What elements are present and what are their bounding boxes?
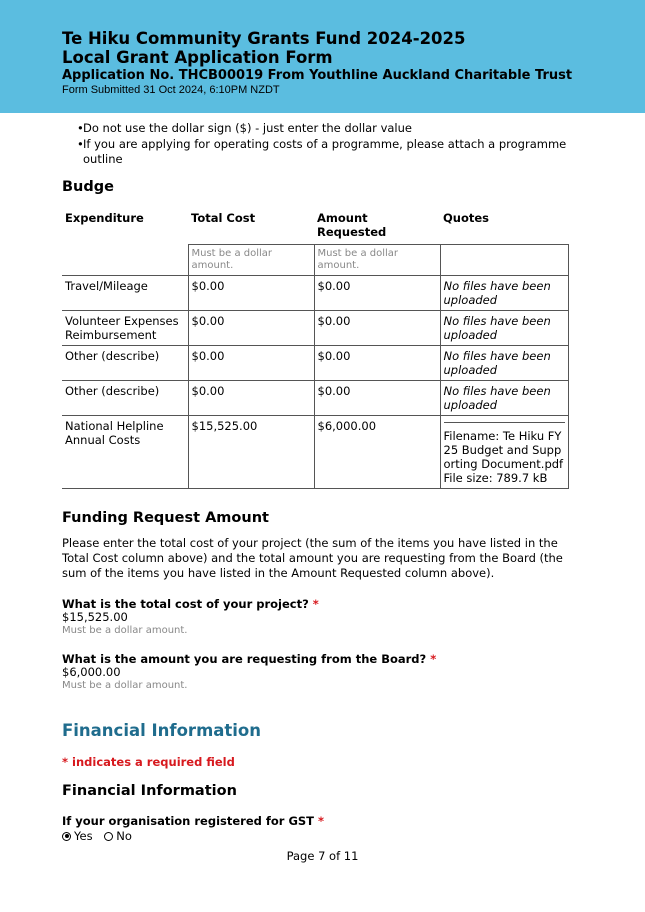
form-title: Local Grant Application Form xyxy=(62,48,333,67)
amount-requested-cell: $6,000.00 xyxy=(314,416,440,489)
table-row xyxy=(62,346,568,381)
page-header xyxy=(0,0,645,113)
quotes-cell: No files have been uploaded xyxy=(440,346,568,381)
table-row xyxy=(62,416,568,489)
total-cost-cell: $0.00 xyxy=(188,276,314,311)
submitted-date: Form Submitted 31 Oct 2024, 6:10PM NZDT xyxy=(62,84,280,96)
field-hint: Must be a dollar amount. xyxy=(62,680,188,691)
column-header: Quotes xyxy=(443,211,490,225)
financial-subtitle: Financial Information xyxy=(62,783,237,799)
field-hint: Must be a dollar amount. xyxy=(191,248,273,271)
amount-requested-cell: $0.00 xyxy=(314,311,440,346)
funding-heading: Funding Request Amount xyxy=(62,510,269,526)
column-header: Expenditure xyxy=(65,211,144,225)
amount-requested-cell: $0.00 xyxy=(314,381,440,416)
file-size: File size: 789.7 kB xyxy=(443,471,548,485)
quotes-cell xyxy=(440,416,568,489)
total-cost-question: What is the total cost of your project? * xyxy=(62,597,319,611)
attached-file[interactable] xyxy=(444,422,565,485)
required-marker: * xyxy=(312,597,319,611)
expenditure-cell: National Helpline Annual Costs xyxy=(62,416,188,489)
field-hint: Must be a dollar amount. xyxy=(62,625,188,636)
page-number: Page 7 of 11 xyxy=(286,849,359,863)
total-cost-cell: $0.00 xyxy=(188,346,314,381)
expenditure-cell: Volunteer Expenses Reimbursement xyxy=(62,311,188,346)
amount-requested-cell: $0.00 xyxy=(314,276,440,311)
gst-option-no[interactable]: No xyxy=(104,829,132,843)
amount-requested-answer: $6,000.00 xyxy=(62,665,121,679)
total-cost-cell: $0.00 xyxy=(188,381,314,416)
funding-description: Please enter the total cost of your project (the sum of the items you have listed in the Total Cost column above) and the total amount you are requesting from the Board (the sum of the items you have listed in the Amount Requested column above). xyxy=(62,536,563,580)
file-name: Filename: Te Hiku FY 25 Budget and Supporting Document.pdf xyxy=(443,429,564,471)
radio-empty-icon xyxy=(104,832,113,841)
quotes-cell: No files have been uploaded xyxy=(440,276,568,311)
table-row xyxy=(62,311,568,346)
quotes-cell: No files have been uploaded xyxy=(440,311,568,346)
amount-requested-cell: $0.00 xyxy=(314,346,440,381)
radio-selected-icon xyxy=(62,832,71,841)
form-content xyxy=(62,121,572,844)
required-marker: * xyxy=(430,652,437,666)
fund-title: Te Hiku Community Grants Fund 2024-2025 xyxy=(62,29,466,48)
gst-options xyxy=(62,829,572,844)
column-header: Total Cost xyxy=(191,211,256,225)
amount-requested-question: What is the amount you are requesting from the Board? * xyxy=(62,652,437,666)
budget-table xyxy=(62,208,569,489)
column-header: Amount Requested xyxy=(317,211,387,239)
financial-section-title: Financial Information xyxy=(62,721,262,740)
table-row xyxy=(62,381,568,416)
required-marker: * xyxy=(318,814,325,828)
expenditure-cell: Other (describe) xyxy=(62,346,188,381)
application-number: Application No. THCB00019 From Youthline Auckland Charitable Trust xyxy=(62,68,573,83)
instruction-item: • Do not use the dollar sign ($) - just enter the dollar value xyxy=(62,121,572,136)
field-hint: Must be a dollar amount. xyxy=(317,248,399,271)
gst-option-yes[interactable]: Yes xyxy=(62,829,93,843)
required-note: * indicates a required field xyxy=(62,755,235,769)
gst-question: If your organisation registered for GST * xyxy=(62,814,325,828)
table-header-row xyxy=(62,208,568,245)
instruction-item: • If you are applying for operating costs of a programme, please attach a programme outline xyxy=(62,137,572,167)
hint-row xyxy=(62,245,568,276)
total-cost-cell: $15,525.00 xyxy=(188,416,314,489)
table-row xyxy=(62,276,568,311)
budget-heading: Budge xyxy=(62,179,114,195)
total-cost-answer: $15,525.00 xyxy=(62,610,128,624)
expenditure-cell: Other (describe) xyxy=(62,381,188,416)
expenditure-cell: Travel/Mileage xyxy=(62,276,188,311)
quotes-cell: No files have been uploaded xyxy=(440,381,568,416)
total-cost-cell: $0.00 xyxy=(188,311,314,346)
instruction-list xyxy=(62,121,572,167)
